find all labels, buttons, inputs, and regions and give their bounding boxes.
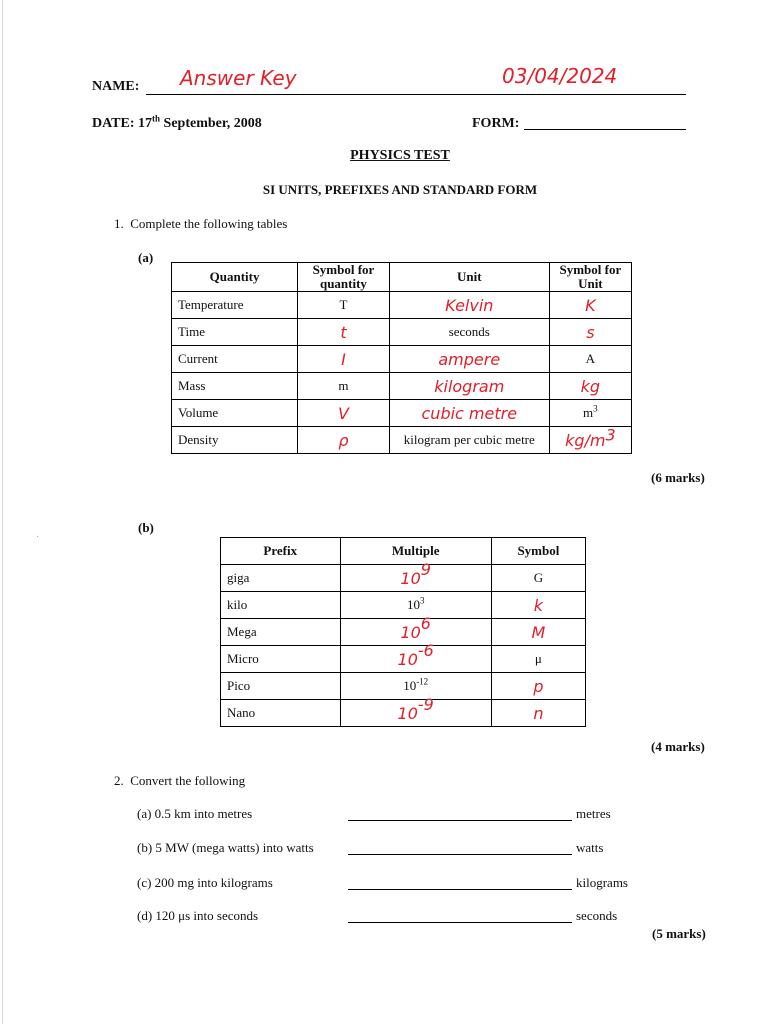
- unit-cell: [389, 319, 549, 346]
- multiple-cell: [340, 613, 491, 646]
- multiple-exponent: -9: [417, 694, 434, 714]
- q2-text: Convert the following: [130, 773, 246, 788]
- unit-symbol-exponent: 3: [605, 425, 616, 445]
- table-row: [221, 700, 586, 727]
- table-a-body: [172, 292, 632, 454]
- quantity-cell: Density: [172, 427, 298, 454]
- unit-cell: [389, 400, 549, 427]
- date-day: 17: [138, 116, 153, 131]
- table-row: [221, 673, 586, 700]
- unit-cell: [389, 292, 549, 319]
- unit-name: Kelvin: [445, 295, 494, 315]
- q2-item-unit: seconds: [576, 908, 618, 923]
- unit-symbol: s: [586, 322, 595, 342]
- prefix-cell: Pico: [221, 673, 341, 700]
- multiple-exponent: 9: [420, 559, 431, 579]
- form-label: FORM:: [472, 116, 520, 131]
- marks-b: (4 marks): [651, 739, 705, 754]
- q2-heading: [114, 773, 245, 789]
- prefix-symbol: M: [531, 622, 546, 642]
- multiple-cell: [340, 592, 491, 619]
- table-a-header: Quantity: [172, 263, 298, 292]
- answer-line[interactable]: [348, 854, 572, 855]
- multiple-base: 10: [400, 622, 421, 642]
- unit-name: kilogram per cubic metre: [403, 432, 535, 447]
- unit-cell: [389, 346, 549, 373]
- q2-item-label: (b) 5 MW (mega watts) into watts: [137, 840, 314, 855]
- prefix-symbol-cell: [491, 646, 585, 673]
- multiple-base: 10: [406, 597, 420, 612]
- prefix-cell: Nano: [221, 700, 341, 727]
- answer-line[interactable]: [348, 820, 572, 821]
- q1-number: 1.: [114, 216, 124, 231]
- marks-q2: (5 marks): [652, 926, 706, 941]
- form-line: [524, 129, 686, 130]
- unit-name: ampere: [438, 349, 501, 369]
- unit-symbol: m: [583, 405, 594, 420]
- date-line: [92, 113, 262, 132]
- name-line: [146, 94, 686, 95]
- multiple-exponent: -12: [416, 676, 429, 687]
- table-b-header: Prefix: [221, 538, 341, 565]
- q1-text: Complete the following tables: [130, 216, 288, 231]
- multiple-base: 10: [400, 568, 421, 588]
- table-row: [172, 319, 632, 346]
- quantity-symbol: m: [338, 378, 349, 393]
- prefix-symbol-cell: [491, 619, 585, 646]
- quantity-symbol-cell: [298, 427, 390, 454]
- multiple-base: 10: [403, 678, 417, 693]
- test-title: PHYSICS TEST: [350, 148, 450, 163]
- quantity-cell: Time: [172, 319, 298, 346]
- unit-symbol-cell: [549, 427, 631, 454]
- table-row: [172, 346, 632, 373]
- q2-item-unit: metres: [576, 806, 611, 821]
- quantity-symbol: I: [341, 349, 346, 369]
- answer-line[interactable]: [348, 889, 572, 890]
- q2-item-label: (c) 200 mg into kilograms: [137, 875, 273, 890]
- multiple-exponent: 6: [420, 613, 431, 633]
- date-label: DATE:: [92, 116, 135, 131]
- date-rest: September, 2008: [163, 116, 262, 131]
- prefix-symbol-cell: [491, 592, 585, 619]
- name-label: NAME:: [92, 79, 140, 94]
- quantity-symbol-cell: [298, 292, 390, 319]
- multiple-exponent: -6: [417, 640, 434, 660]
- table-a-header: Symbol for Unit: [549, 263, 631, 292]
- unit-symbol-cell: [549, 346, 631, 373]
- prefix-cell: giga: [221, 565, 341, 592]
- multiple-base: 10: [397, 649, 418, 669]
- unit-cell: [389, 373, 549, 400]
- unit-name: seconds: [448, 324, 490, 339]
- prefix-symbol: n: [533, 703, 544, 723]
- marks-a: (6 marks): [651, 470, 705, 485]
- handwritten-date: 03/04/2024: [502, 64, 618, 88]
- unit-symbol-exponent: 3: [593, 403, 598, 414]
- quantity-symbol-cell: [298, 400, 390, 427]
- prefix-symbol: p: [533, 676, 544, 696]
- table-b-body: [221, 559, 586, 727]
- prefix-symbol-cell: [491, 673, 585, 700]
- table-row: [221, 592, 586, 619]
- table-a-header-row: [172, 263, 632, 292]
- quantity-cell: Current: [172, 346, 298, 373]
- quantity-cell: Temperature: [172, 292, 298, 319]
- table-row: [221, 565, 586, 592]
- prefix-symbol-cell: [491, 700, 585, 727]
- answer-line[interactable]: [348, 922, 572, 923]
- table-row: [221, 619, 586, 646]
- table-a-header: Unit: [389, 263, 549, 292]
- quantity-symbol: V: [337, 403, 349, 423]
- table-row: [172, 373, 632, 400]
- name-handwritten: Answer Key: [180, 66, 297, 90]
- table-a: [171, 262, 632, 454]
- prefix-symbol-cell: [491, 565, 585, 592]
- table-row: [221, 646, 586, 673]
- quantity-symbol-cell: [298, 319, 390, 346]
- unit-symbol: A: [585, 351, 596, 366]
- q1b-label: (b): [138, 520, 154, 535]
- unit-symbol-cell: [549, 400, 631, 427]
- prefix-symbol: k: [533, 595, 544, 615]
- unit-symbol-cell: [549, 319, 631, 346]
- q2-item-unit: kilograms: [576, 875, 628, 890]
- quantity-symbol: T: [339, 297, 348, 312]
- q2-item-unit: watts: [576, 840, 604, 855]
- unit-symbol-cell: [549, 373, 631, 400]
- quantity-cell: Mass: [172, 373, 298, 400]
- table-b: [220, 537, 586, 727]
- q2-number: 2.: [114, 773, 124, 788]
- quantity-symbol: t: [340, 322, 347, 342]
- q1-heading: [114, 216, 287, 232]
- quantity-cell: Volume: [172, 400, 298, 427]
- prefix-symbol: μ: [534, 651, 542, 666]
- q2-item-label: (d) 120 μs into seconds: [137, 908, 259, 923]
- multiple-cell: [340, 640, 491, 673]
- topic-title: SI UNITS, PREFIXES AND STANDARD FORM: [262, 182, 538, 197]
- date-suffix: th: [152, 113, 161, 124]
- prefix-cell: Mega: [221, 619, 341, 646]
- multiple-cell: [340, 694, 491, 727]
- prefix-cell: Micro: [221, 646, 341, 673]
- q2-item-label: (a) 0.5 km into metres: [137, 806, 253, 821]
- table-row: [172, 400, 632, 427]
- q1a-label: (a): [138, 250, 154, 265]
- table-row: [172, 292, 632, 319]
- table-b-header: Symbol: [491, 538, 585, 565]
- unit-name: kilogram: [434, 376, 505, 396]
- unit-symbol: kg: [580, 376, 601, 396]
- multiple-base: 10: [397, 703, 418, 723]
- prefix-cell: kilo: [221, 592, 341, 619]
- multiple-cell: [340, 559, 491, 592]
- table-b-header-row: [221, 538, 586, 565]
- table-b-header: Multiple: [340, 538, 491, 565]
- multiple-cell: [340, 673, 491, 700]
- quantity-symbol: ρ: [338, 430, 349, 450]
- unit-name: cubic metre: [421, 403, 518, 423]
- table-a-header: Symbol for quantity: [298, 263, 390, 292]
- scan-speck: ·: [36, 532, 40, 543]
- multiple-exponent: 3: [419, 595, 425, 606]
- table-row: [172, 427, 632, 454]
- unit-symbol: K: [585, 295, 596, 315]
- quantity-symbol-cell: [298, 346, 390, 373]
- unit-symbol: kg/m: [565, 430, 606, 450]
- quantity-symbol-cell: [298, 373, 390, 400]
- unit-symbol-cell: [549, 292, 631, 319]
- prefix-symbol: G: [533, 570, 544, 585]
- unit-cell: [389, 427, 549, 454]
